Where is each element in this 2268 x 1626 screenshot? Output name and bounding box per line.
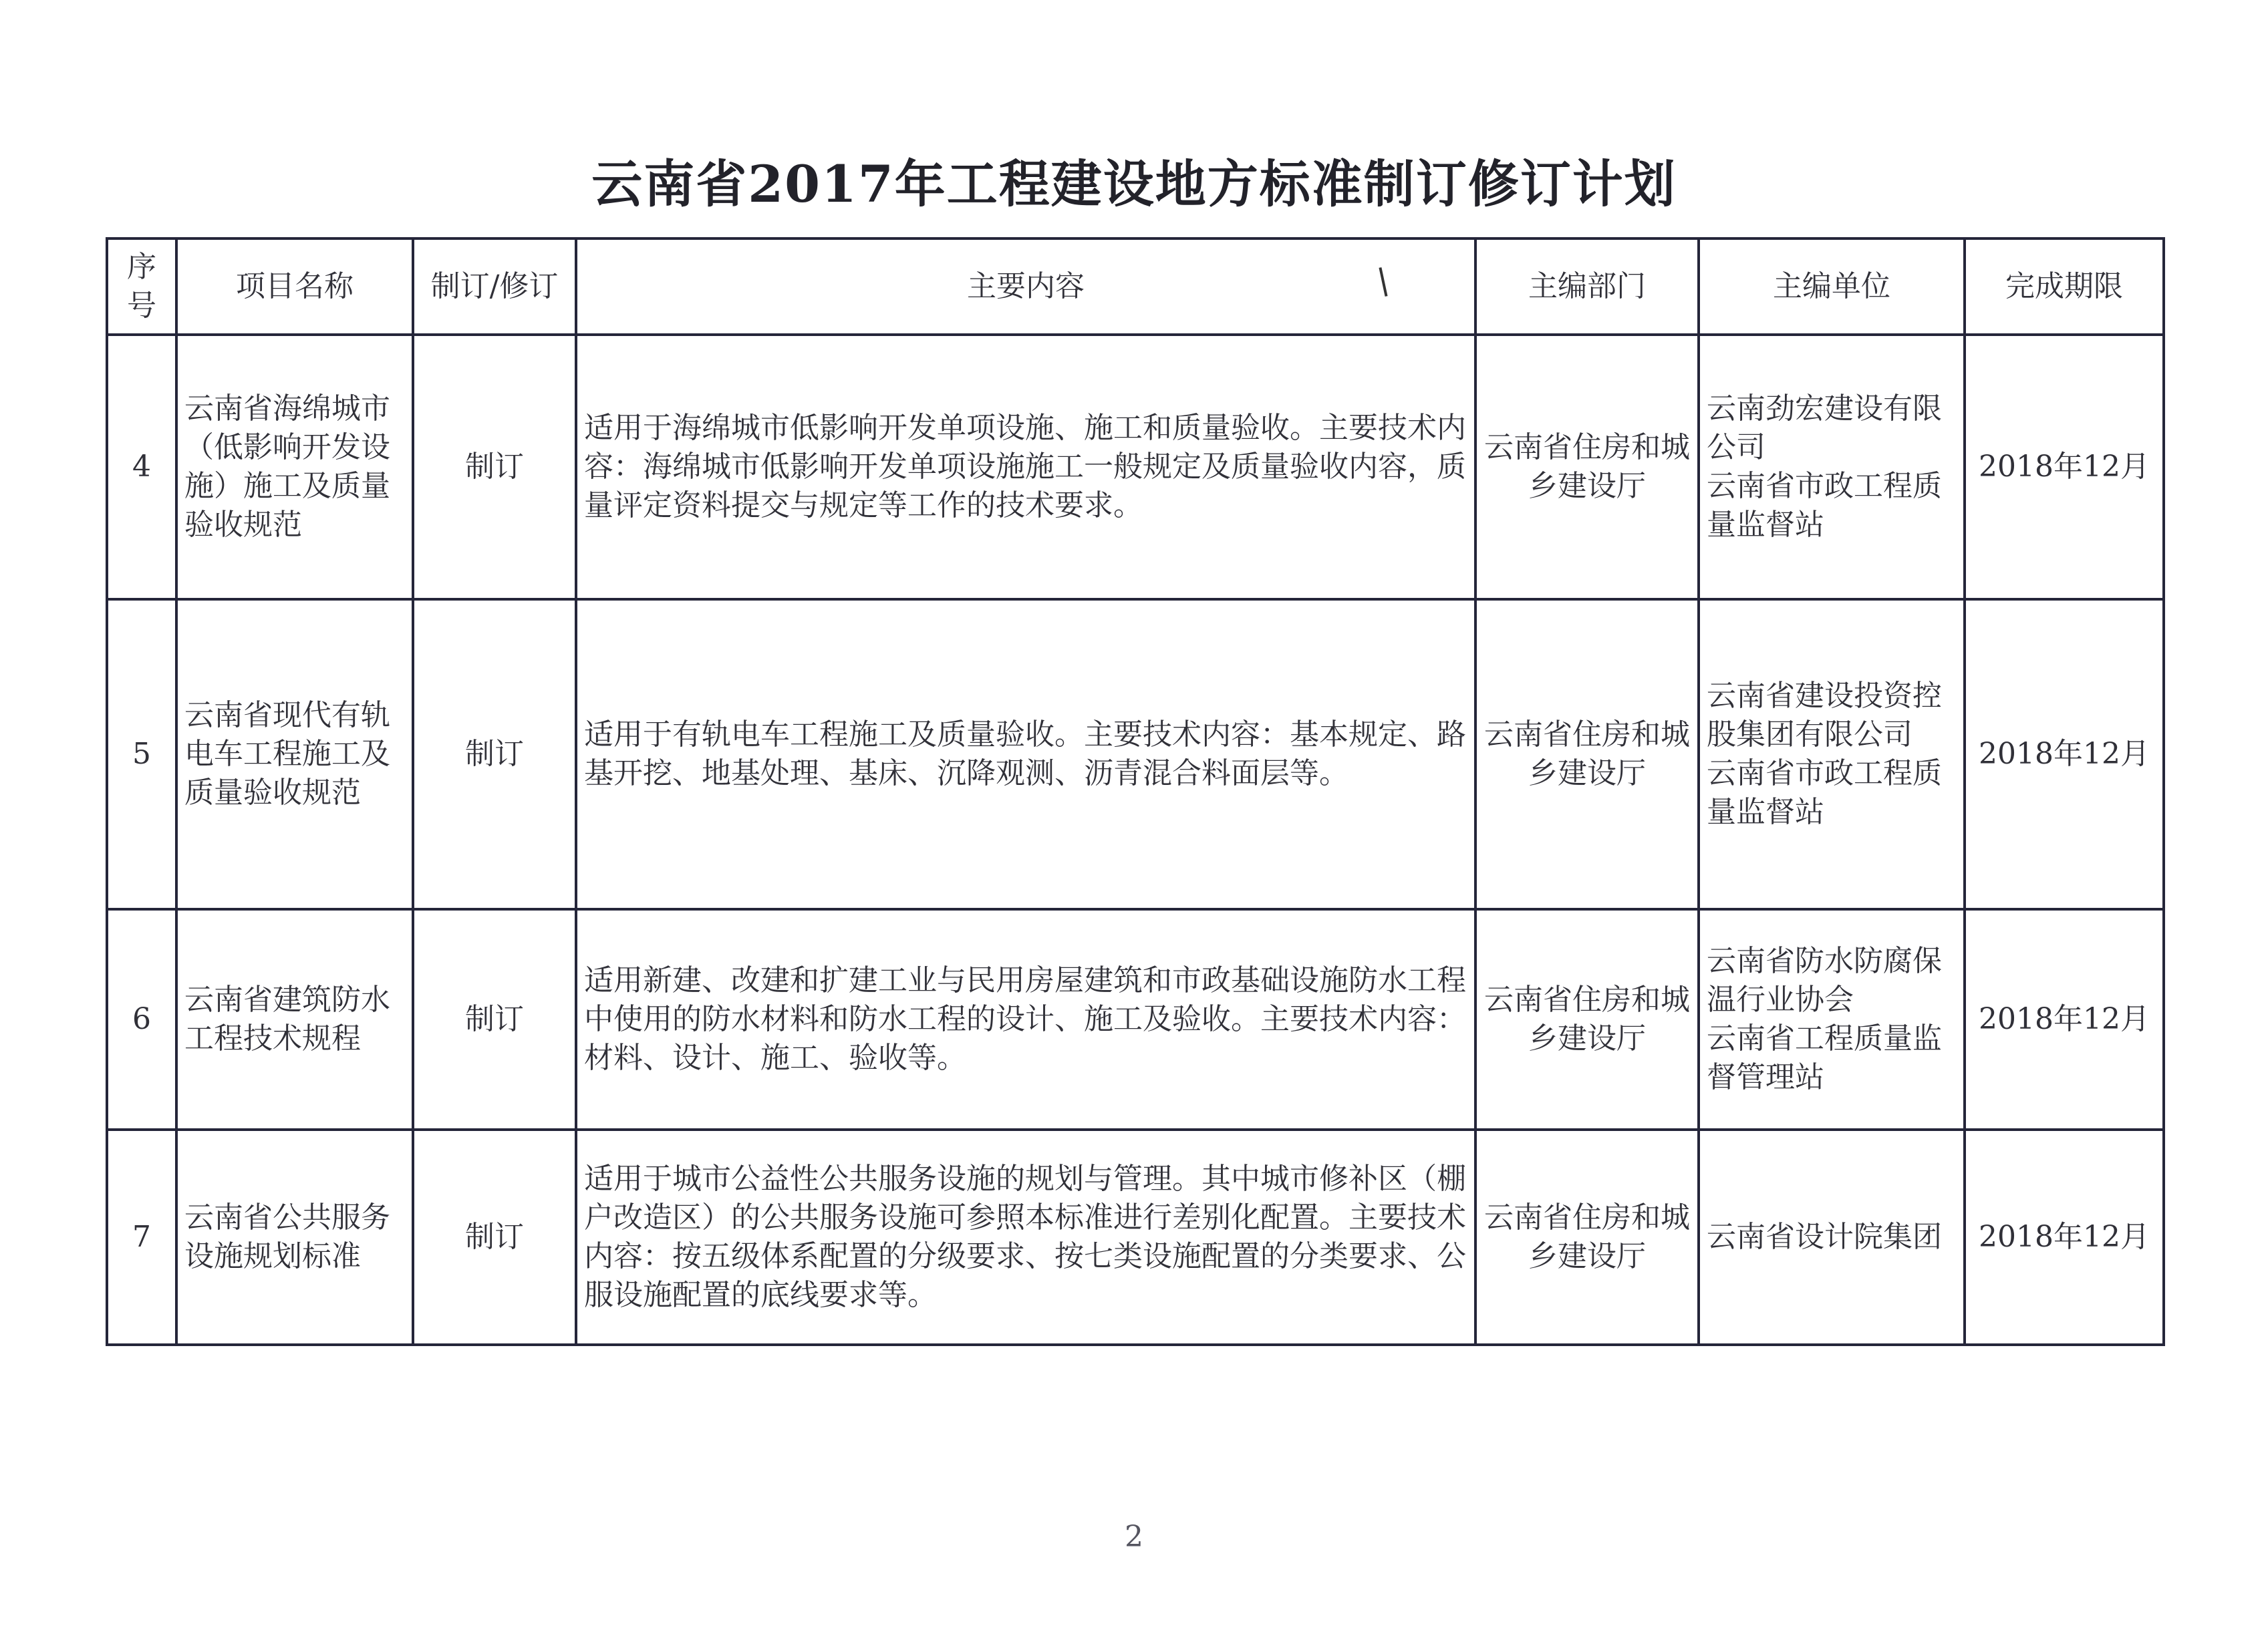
header-content: 主要内容 [576, 238, 1475, 335]
header-dept: 主编部门 [1475, 238, 1699, 335]
unit-line: 云南省市政工程质量监督站 [1707, 756, 1942, 829]
row-unit [1699, 1130, 1965, 1345]
table-row [107, 909, 2164, 1130]
header-type: 制订/修订 [413, 238, 576, 335]
table-header-row [107, 238, 2164, 335]
row-no: 5 [107, 599, 176, 909]
row-type: 制订 [413, 909, 576, 1130]
row-name: 云南省现代有轨电车工程施工及质量验收规范 [176, 599, 413, 909]
plan-table [106, 237, 2165, 1346]
header-no: 序号 [107, 238, 176, 335]
row-deadline: 2018年12月 [1965, 335, 2164, 599]
row-content: 适用于海绵城市低影响开发单项设施、施工和质量验收。主要技术内容：海绵城市低影响开发单项设施施工一般规定及质量验收内容，质量评定资料提交与规定等工作的技术要求。 [576, 335, 1475, 599]
unit-line: 云南省设计院集团 [1707, 1220, 1942, 1254]
row-content: 适用于城市公益性公共服务设施的规划与管理。其中城市修补区（棚户改造区）的公共服务设施可参照本标准进行差别化配置。主要技术内容：按五级体系配置的分级要求、按七类设施配置的分类要求、公服设施配置的底线要求等。 [576, 1130, 1475, 1345]
table-row [107, 599, 2164, 909]
table-row [107, 1130, 2164, 1345]
row-dept: 云南省住房和城乡建设厅 [1475, 1130, 1699, 1345]
row-deadline: 2018年12月 [1965, 1130, 2164, 1345]
row-name: 云南省公共服务设施规划标准 [176, 1130, 413, 1345]
row-type: 制订 [413, 599, 576, 909]
table-row [107, 335, 2164, 599]
unit-line: 云南省工程质量监督管理站 [1707, 1021, 1942, 1094]
row-dept: 云南省住房和城乡建设厅 [1475, 909, 1699, 1130]
row-dept: 云南省住房和城乡建设厅 [1475, 335, 1699, 599]
row-content: 适用于有轨电车工程施工及质量验收。主要技术内容：基本规定、路基开挖、地基处理、基床、沉降观测、沥青混合料面层等。 [576, 599, 1475, 909]
header-deadline: 完成期限 [1965, 238, 2164, 335]
row-no: 4 [107, 335, 176, 599]
header-unit: 主编单位 [1699, 238, 1965, 335]
header-name: 项目名称 [176, 238, 413, 335]
row-unit [1699, 335, 1965, 599]
row-unit [1699, 909, 1965, 1130]
row-content: 适用新建、改建和扩建工业与民用房屋建筑和市政基础设施防水工程中使用的防水材料和防水工程的设计、施工及验收。主要技术内容：材料、设计、施工、验收等。 [576, 909, 1475, 1130]
row-deadline: 2018年12月 [1965, 599, 2164, 909]
unit-line: 云南省建设投资控股集团有限公司 [1707, 679, 1942, 752]
page-number: 2 [1125, 1520, 1143, 1554]
row-no: 6 [107, 909, 176, 1130]
page-title: 云南省2017年工程建设地方标准制订修订计划 [591, 154, 1677, 214]
unit-line: 云南省防水防腐保温行业协会 [1707, 944, 1942, 1017]
row-dept: 云南省住房和城乡建设厅 [1475, 599, 1699, 909]
row-type: 制订 [413, 1130, 576, 1345]
row-type: 制订 [413, 335, 576, 599]
row-no: 7 [107, 1130, 176, 1345]
unit-line: 云南省市政工程质量监督站 [1707, 469, 1942, 542]
row-deadline: 2018年12月 [1965, 909, 2164, 1130]
row-name: 云南省海绵城市（低影响开发设施）施工及质量验收规范 [176, 335, 413, 599]
row-name: 云南省建筑防水工程技术规程 [176, 909, 413, 1130]
row-unit [1699, 599, 1965, 909]
unit-line: 云南劲宏建设有限公司 [1707, 391, 1942, 464]
